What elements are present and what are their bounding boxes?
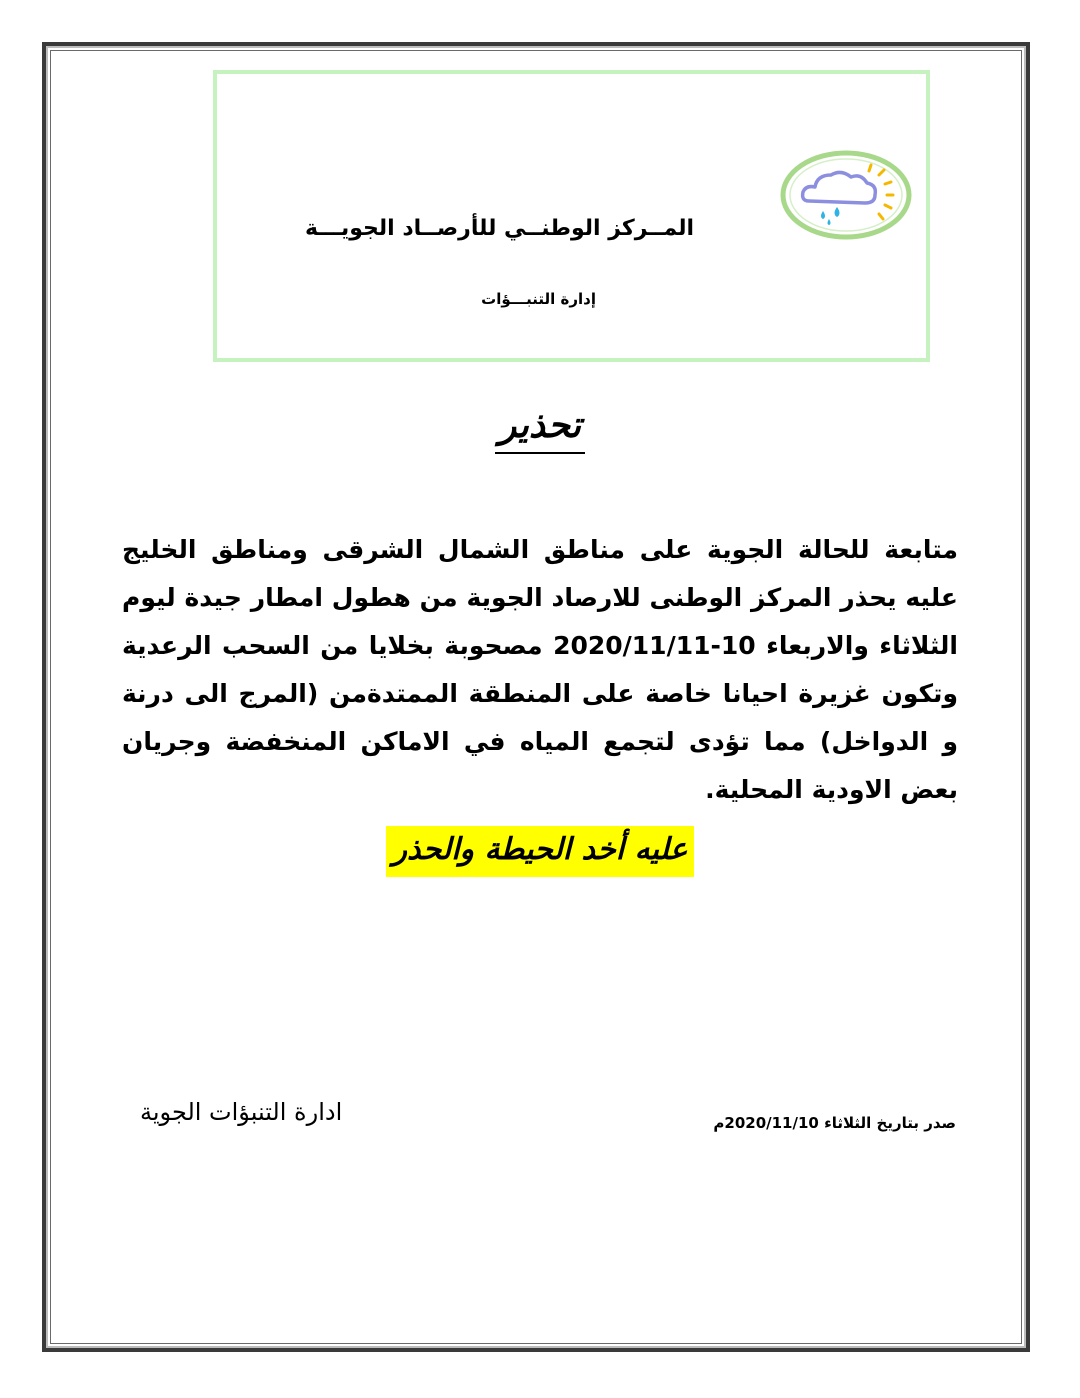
- document-title-wrap: [0, 404, 1080, 454]
- warning-body: متابعة للحالة الجوية على مناطق الشمال الشرقى ومناطق الخليج عليه يحذر المركز الوطنى للارصاد الجوية من هطول امطار جيدة ليوم الثلاثاء والاربعاء 10-2020/11/11 مصحوبة بخلايا من السحب الرعدية وتكون غزيرة احيانا خاصة على المنطقة الممتدةمن (المرج الى درنة و الدواخل) مما تؤدى لتجمع المياه في الاماكن المنخفضة وجريان بعض الاودية المحلية.: [122, 535, 958, 804]
- organization-name: المــركز الوطنــي للأرصــاد الجويـــة: [305, 216, 694, 241]
- highlighted-instruction: عليه أخد الحيطة والحذر: [386, 826, 693, 877]
- weather-cloud-sun-rain-icon: [779, 149, 913, 241]
- issue-date: صدر بتاريخ الثلاثاء 2020/11/10م: [713, 1114, 956, 1132]
- highlight-wrap: [0, 826, 1080, 877]
- department-name: إدارة التنبـــؤات: [481, 290, 596, 308]
- signature: ادارة التنبؤات الجوية: [140, 1098, 343, 1126]
- letterhead: [213, 70, 930, 362]
- document-title: تحذير: [495, 404, 585, 454]
